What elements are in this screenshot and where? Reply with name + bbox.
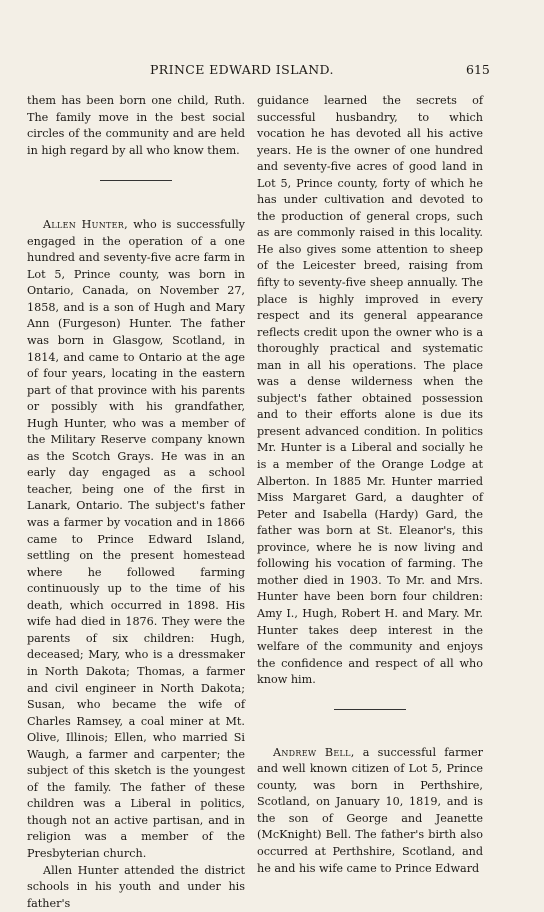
subject-name-allen-hunter: Allen Hunter,	[43, 218, 128, 232]
right-column	[257, 93, 483, 877]
page-header	[0, 62, 544, 82]
subject-name-andrew-bell: Andrew Bell,	[273, 745, 355, 759]
page-number: 615	[466, 62, 490, 77]
section-divider	[100, 180, 172, 181]
paragraph-ruth-family: them has been born one child, Ruth. The family move in the best social circles of the community and are held in high regard by all who know them.	[27, 94, 245, 157]
paragraph-andrew-bell-bio	[257, 745, 483, 877]
paragraph-hunter-farming: guidance learned the secrets of successful husbandry, to which vocation he has devoted all his active years. He is the owner of one hundred and seventy-five acres of good land in Lot 5, Prince county, forty of which he has under cultivation and devoted to the production of general crops, such as are commonly raised in this locality. He also gives some attention to sheep of the Leicester breed, raising from fifty to seventy-five sheep annually. The place is highly improved in every respect and its general appearance reflects credit upon the owner who is a thoroughly practical and systematic man in all his operations. The place was a dense wilderness when the subject's father obtained possession and to their efforts alone is due its present advanced condition. In politics Mr. Hunter is a Liberal and socially he is a member of the Orange Lodge at Alberton. In 1885 Mr. Hunter married Miss Margaret Gard, a daughter of Peter and Isabella (Hardy) Gard, the father was born at St. Eleanor's, this province, where he is now living and following his vocation of farming. The mother died in 1903. To Mr. and Mrs. Hunter have been born four children: Amy I., Hugh, Robert H. and Mary. Mr. Hunter takes deep interest in the welfare of the community and enjoys the confidence and respect of all who know him.	[257, 94, 483, 687]
section-divider	[334, 709, 406, 710]
left-column	[27, 93, 245, 912]
allen-hunter-bio-text: who is successfully engaged in the operation of a one hundred and seventy-five acre farm in Lot 5, Prince county, was born in Ontario, Canada, on November 27, 1858, and is a son of Hugh and Mary Ann (Furgeson) Hunter. The father was born in Glasgow, Scotland, in 1814, and came to Ontario at the age of four years, locating in the eastern part of that province with his parents or possibly with his grandfather, Hugh Hunter, who was a member of the Military Reserve company known as the Scotch Grays. He was in an early day engaged as a school teacher, being one of the first in Lanark, Ontario. The subject's father was a farmer by vocation and in 1866 came to Prince Edward Island, settling on the present homestead where he followed farming continuously up to the time of his death, which occurred in 1898. His wife had died in 1876. They were the parents of six children: Hugh, deceased; Mary, who is a dressmaker in North Dakota; Thomas, a farmer and civil engineer in North Dakota; Susan, who became the wife of Charles Ramsey, a coal miner at Mt. Olive, Illinois; Ellen, who married Si Waugh, a farmer and carpenter; the subject of this sketch is the youngest of the family. The father of these children was a Liberal in politics, though not an active partisan, and in religion was a member of the Presbyterian church.	[27, 218, 245, 860]
running-title: PRINCE EDWARD ISLAND.	[150, 62, 334, 77]
paragraph-allen-hunter-bio	[27, 217, 245, 862]
andrew-bell-bio-text: a successful farmer and well known citizen of Lot 5, Prince county, was born in Perthshire, Scotland, on January 10, 1819, and is the son of George and Jeanette (McKnight) Bell. The father's birth also occurred at Perthshire, Scotland, and he and his wife came to Prince Edward	[257, 745, 483, 875]
paragraph-allen-hunter-schooling: Allen Hunter attended the district schools in his youth and under his father's	[27, 863, 245, 910]
